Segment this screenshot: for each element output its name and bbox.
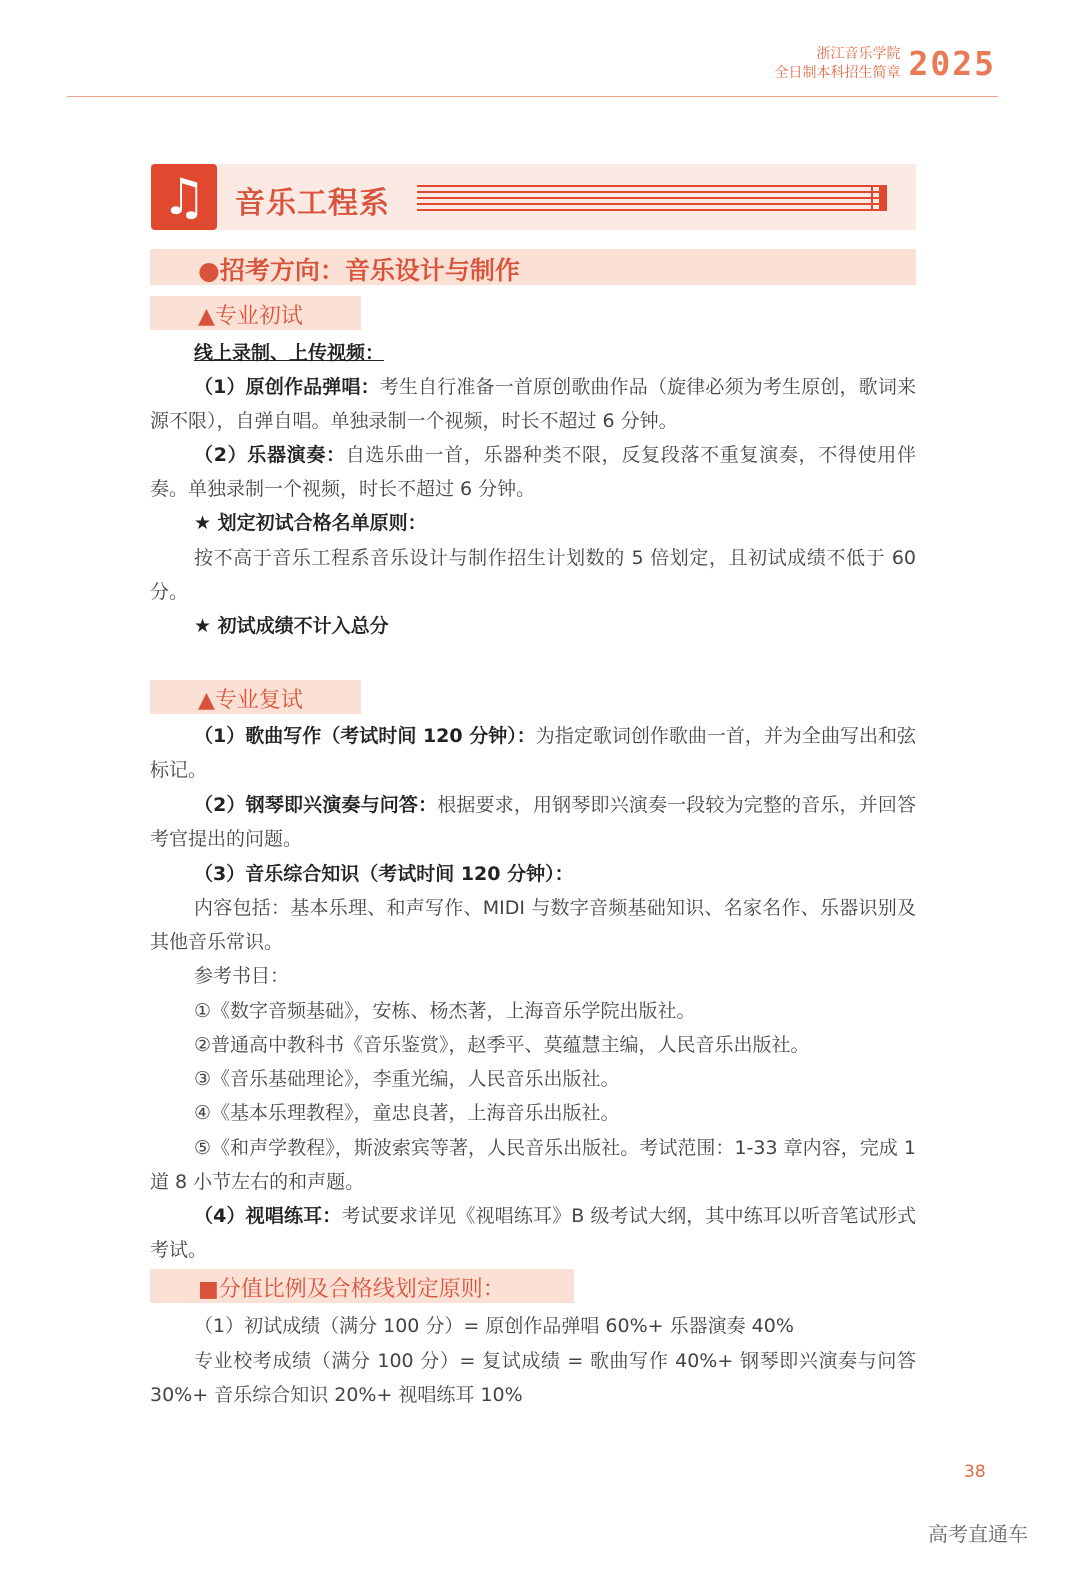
school-name: 浙江音乐学院 bbox=[816, 45, 901, 62]
prelim-item-2-label: （2）乐器演奏： bbox=[194, 444, 346, 466]
prelim-item-1-label: （1）原创作品弹唱： bbox=[194, 376, 380, 398]
second-round-heading bbox=[150, 680, 361, 714]
second-item-1 bbox=[150, 719, 916, 787]
department-title: 音乐工程系 bbox=[235, 186, 390, 221]
watermark: 高考直通车 bbox=[928, 1522, 1028, 1546]
second-item-4 bbox=[150, 1199, 916, 1267]
reference-title: 参考书目： bbox=[194, 965, 290, 987]
online-label: 线上录制、上传视频： bbox=[194, 342, 385, 364]
second-item-3-label: （3）音乐综合知识（考试时间 120 分钟）： bbox=[194, 863, 574, 885]
prelim-item-2 bbox=[150, 438, 916, 506]
page-header bbox=[775, 44, 996, 83]
pass-criteria-title: ★ 划定初试合格名单原则： bbox=[194, 512, 427, 534]
reference-item-3: ③《音乐基础理论》，李重光编，人民音乐出版社。 bbox=[194, 1068, 620, 1090]
second-item-3-line bbox=[150, 857, 916, 891]
direction-heading bbox=[150, 249, 916, 285]
scoring-line-2: 专业校考成绩（满分 100 分）= 复试成绩 = 歌曲写作 40%+ 钢琴即兴演奏与问答 30%+ 音乐综合知识 20%+ 视唱练耳 10% bbox=[150, 1350, 916, 1406]
reference-item-2: ②普通高中教科书《音乐鉴赏》，赵季平、莫蕴慧主编，人民音乐出版社。 bbox=[194, 1034, 810, 1056]
direction-text: ●招考方向：音乐设计与制作 bbox=[198, 256, 520, 285]
prelim-item-1-text: 考生自行准备一首原创歌曲作品（旋律必须为考生原创，歌词来源不限），自弹自唱。单独录制一个视频，时长不超过 6 分钟。 bbox=[150, 376, 916, 432]
brochure-subtitle: 全日制本科招生简章 bbox=[774, 64, 901, 81]
knowledge-content: 内容包括：基本乐理、和声写作、MIDI 与数字音频基础知识、名家名作、乐器识别及其他音乐常识。 bbox=[150, 897, 916, 953]
second-item-2 bbox=[150, 788, 916, 856]
music-staff-decoration bbox=[417, 185, 887, 211]
pass-criteria-text: 按不高于音乐工程系音乐设计与制作招生计划数的 5 倍划定，且初试成绩不低于 60 分。 bbox=[150, 547, 916, 603]
prelim-note: ★ 初试成绩不计入总分 bbox=[194, 615, 389, 637]
page-number: 38 bbox=[964, 1462, 986, 1482]
pass-criteria-title-line bbox=[150, 506, 916, 540]
reference-item-5: ⑤《和声学教程》，斯波索宾等著，人民音乐出版社。考试范围：1-33 章内容，完成 1 道 8 小节左右的和声题。 bbox=[150, 1137, 916, 1193]
second-round-heading-text: ▲专业复试 bbox=[198, 688, 303, 713]
prelim-note-line bbox=[150, 609, 916, 643]
reference-item-4: ④《基本乐理教程》，童忠良著，上海音乐出版社。 bbox=[194, 1102, 620, 1124]
reference-item-1: ①《数字音频基础》，安栋、杨杰著，上海音乐学院出版社。 bbox=[194, 1000, 696, 1022]
second-item-4-label: （4）视唱练耳： bbox=[194, 1205, 342, 1227]
scoring-heading-text: ■分值比例及合格线划定原则： bbox=[198, 1277, 505, 1302]
header-year: 2025 bbox=[908, 44, 996, 83]
scoring-line-1: （1）初试成绩（满分 100 分）= 原创作品弹唱 60%+ 乐器演奏 40% bbox=[194, 1315, 794, 1337]
second-item-1-text: 为指定歌词创作歌曲一首，并为全曲写出和弦标记。 bbox=[150, 725, 916, 781]
second-item-2-label: （2）钢琴即兴演奏与问答： bbox=[194, 794, 438, 816]
second-item-1-label: （1）歌曲写作（考试时间 120 分钟）： bbox=[194, 725, 536, 747]
second-item-4-text: 考试要求详见《视唱练耳》B 级考试大纲，其中练耳以听音笔试形式考试。 bbox=[150, 1205, 916, 1261]
preliminary-heading bbox=[150, 296, 361, 330]
scoring-heading bbox=[150, 1269, 574, 1303]
second-item-2-text: 根据要求，用钢琴即兴演奏一段较为完整的音乐，并回答考官提出的问题。 bbox=[150, 794, 916, 850]
prelim-item-1 bbox=[150, 370, 916, 438]
music-note-icon: ♫ bbox=[151, 164, 217, 230]
preliminary-heading-text: ▲专业初试 bbox=[198, 304, 303, 329]
online-label-line bbox=[194, 336, 914, 370]
header-divider bbox=[67, 96, 998, 97]
department-banner bbox=[151, 164, 916, 230]
prelim-item-2-text: 自选乐曲一首，乐器种类不限，反复段落不重复演奏，不得使用伴奏。单独录制一个视频，时长不超过 6 分钟。 bbox=[150, 444, 916, 500]
header-school-block bbox=[775, 45, 901, 83]
